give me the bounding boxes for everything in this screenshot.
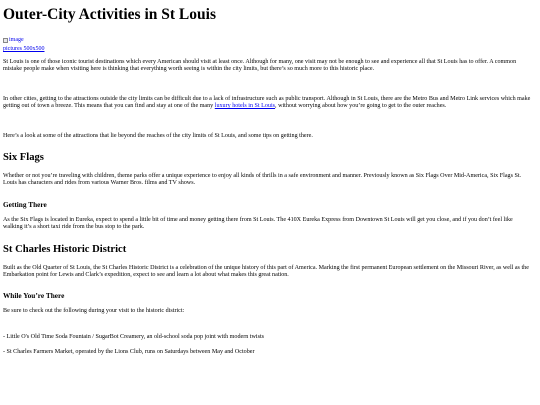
six-flags-getting-there-paragraph: As the Six Flags is located in Eureka, expect to spend a little bit of time and money getting there from St Louis. The 410X Eureka Express from Downtown St Louis will get you close, and if you don’t feel like walking it’s a short taxi ride from the bus stop to the park. <box>3 216 513 231</box>
image-caption-link[interactable]: pictures 500x500 <box>3 46 45 52</box>
six-flags-heading: Six Flags <box>3 152 44 164</box>
transport-text-after: , without worrying about how you’re going to get to the outer reaches. <box>275 103 447 110</box>
broken-image <box>3 37 24 44</box>
article-image-link[interactable] <box>3 37 531 46</box>
transport-text-before: In other cities, getting to the attractions outside the city limits can be difficult due to a lack of infrastructure such as public transport. Although in St Louis, there are the Metro Bus and Metro Link services which make getting out of town a breeze. This means that you can find and stay at one of the many <box>3 95 531 110</box>
page-title: Outer-City Activities in St Louis <box>3 6 216 23</box>
six-flags-paragraph: Whether or not you’re traveling with children, theme parks offer a unique experience to enjoy all kinds of thrills in a safe environment and manner. Previously known as Six Flags Over Mid-America, Six Flags St. Louis has characters and rides from various Warner Bros. films and TV shows. <box>3 173 522 187</box>
luxury-hotels-link[interactable]: luxury hotels in St Louis <box>214 103 276 110</box>
attractions-intro-paragraph: Here’s a look at some of the attractions that lie beyond the reaches of the city limits of St Louis, and some tips on getting there. <box>3 132 313 139</box>
st-charles-attractions-list <box>3 334 531 357</box>
broken-image-icon <box>3 38 8 43</box>
intro-paragraph: St Louis is one of those iconic tourist destinations which every American should visit at least once. Although for many, one visit may not be enough to see and experience all that St Louis has to offer. A common mistake people make when visiting here is thinking that everything worth seeing is within the city limits, but there’s so much more to this historic place. <box>3 59 517 73</box>
st-charles-heading: St Charles Historic District <box>3 243 127 255</box>
while-youre-there-heading: While You’re There <box>3 291 65 301</box>
st-charles-paragraph: Built as the Old Quarter of St Louis, the St Charles Historic District is a celebration of the unique history of this part of America. Marking the first permanent European settlement on the Missouri River, as well as the Embarkation point for Lewis and Clark’s expedition, expect to see and learn a lot about what makes this great nation. <box>3 264 529 279</box>
transport-paragraph <box>3 96 531 111</box>
while-youre-there-paragraph: Be sure to check out the following during your visit to the historic district: <box>3 308 185 315</box>
list-item: - St Charles Farmers Market, operated by the Lions Club, runs on Saturdays between May and October <box>3 349 255 356</box>
six-flags-getting-there-heading: Getting There <box>3 199 47 209</box>
article-image-block <box>3 37 531 53</box>
image-alt-text: image <box>9 37 24 43</box>
list-item: - Little O's Old Time Soda Fountain / SugarBot Creamery, an old-school soda pop joint with modern twists <box>3 333 265 340</box>
